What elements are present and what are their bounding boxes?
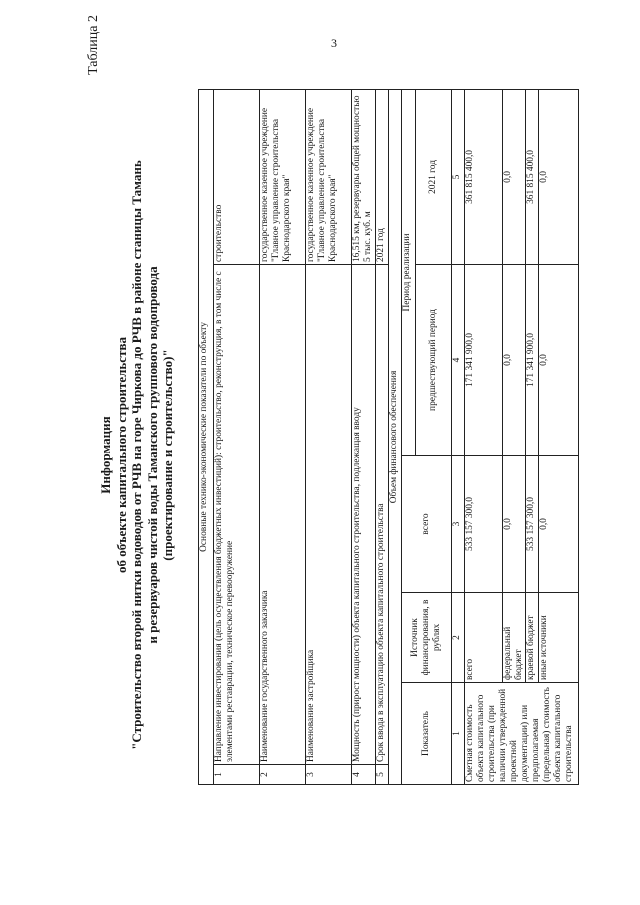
finance-source: иные источники	[539, 593, 579, 683]
col-number: 3	[452, 456, 465, 593]
finance-row	[539, 89, 579, 784]
finance-prev: 0,0	[539, 265, 579, 456]
col-year-header: 2021 год	[416, 89, 452, 264]
row-label: Срок ввода в эксплуатацию объекта капитального строительства	[376, 265, 389, 765]
row-number: 2	[260, 765, 306, 785]
finance-row	[465, 89, 503, 784]
finance-source: краевой бюджет	[526, 593, 539, 683]
finance-total: 533 157 300,0	[465, 456, 503, 593]
col-number: 5	[452, 89, 465, 264]
finance-total: 0,0	[539, 456, 579, 593]
row-number: 1	[214, 765, 260, 785]
finance-year: 0,0	[539, 89, 579, 264]
table-row	[352, 89, 376, 784]
finance-source: федеральный бюджет	[503, 593, 526, 683]
row-value: 16,515 км, резервуары общей мощностью 5 тыс. куб. м	[352, 89, 376, 264]
col-indicator-header: Показатель	[402, 683, 452, 785]
heading-line: и резервуаров чистой воды Таманского группового водопровода	[144, 266, 160, 644]
rotated-page-content	[0, 5, 640, 905]
row-label: Мощность (прирост мощности) объекта капитального строительства, подлежащая вводу	[352, 265, 376, 765]
row-value: 2021 год	[376, 89, 389, 264]
finance-row	[526, 89, 539, 784]
table-tag: Таблица 2	[86, 15, 101, 75]
finance-total: 533 157 300,0	[526, 456, 539, 593]
row-number: 5	[376, 765, 389, 785]
finance-row	[503, 89, 526, 784]
table-row	[260, 89, 306, 784]
page-number: 3	[331, 36, 337, 50]
finance-total: 0,0	[503, 456, 526, 593]
col-number: 4	[452, 265, 465, 456]
row-label: Наименование государственного заказчика	[260, 265, 306, 765]
finance-year: 361 815 400,0	[526, 89, 539, 264]
table-row	[214, 89, 260, 784]
row-value: государственное казенное учреждение "Главное управление строительства Краснодарского края"	[260, 89, 306, 264]
heading-line: (проектирование и строительство)"	[160, 349, 175, 561]
section-title: Основные технико-экономические показатели по объекту	[199, 89, 214, 784]
finance-prev: 0,0	[503, 265, 526, 456]
heading-line: Информация	[98, 416, 113, 494]
col-total-header: всего	[402, 456, 452, 593]
col-number: 1	[452, 683, 465, 785]
finance-year: 0,0	[503, 89, 526, 264]
row-label: Наименование застройщика	[306, 265, 352, 765]
heading-line: "Строительство второй нитки водоводов от РЧВ на горе Чиркова до РЧВ в районе станицы Тамань	[129, 160, 144, 750]
period-header: Период реализации	[402, 89, 416, 455]
finance-prev: 171 341 900,0	[465, 265, 503, 456]
row-label: Направление инвестирования (цель осуществления бюджетных инвестиций): строительство, реконструкция, в том числе с элементами реставрации, техническое перевооружение	[214, 265, 260, 765]
finance-prev: 171 341 900,0	[526, 265, 539, 456]
row-number: 4	[352, 765, 376, 785]
finance-title: Объем финансового обеспечения	[389, 89, 402, 784]
col-number: 2	[452, 593, 465, 683]
table-row	[376, 89, 389, 784]
row-value: строительство	[214, 89, 260, 264]
indicator-text: Сметная стоимость объекта капитального строительства (при наличии утвержденной проектной документации) или предполагаемая (предельная) стоимость объекта капитального строительства	[465, 683, 579, 785]
row-value: государственное казенное учреждение "Главное управление строительства Краснодарского края"	[306, 89, 352, 264]
col-prev-header: предшествующий период	[416, 265, 452, 456]
col-source-header: Источник финансирования, в рублях	[402, 593, 452, 683]
finance-source: всего	[465, 593, 503, 683]
finance-year: 361 815 400,0	[465, 89, 503, 264]
heading-line: об объекте капитального строительства	[113, 337, 129, 573]
row-number: 3	[306, 765, 352, 785]
document-heading	[98, 5, 176, 905]
indicators-table	[198, 89, 579, 785]
table-row	[306, 89, 352, 784]
